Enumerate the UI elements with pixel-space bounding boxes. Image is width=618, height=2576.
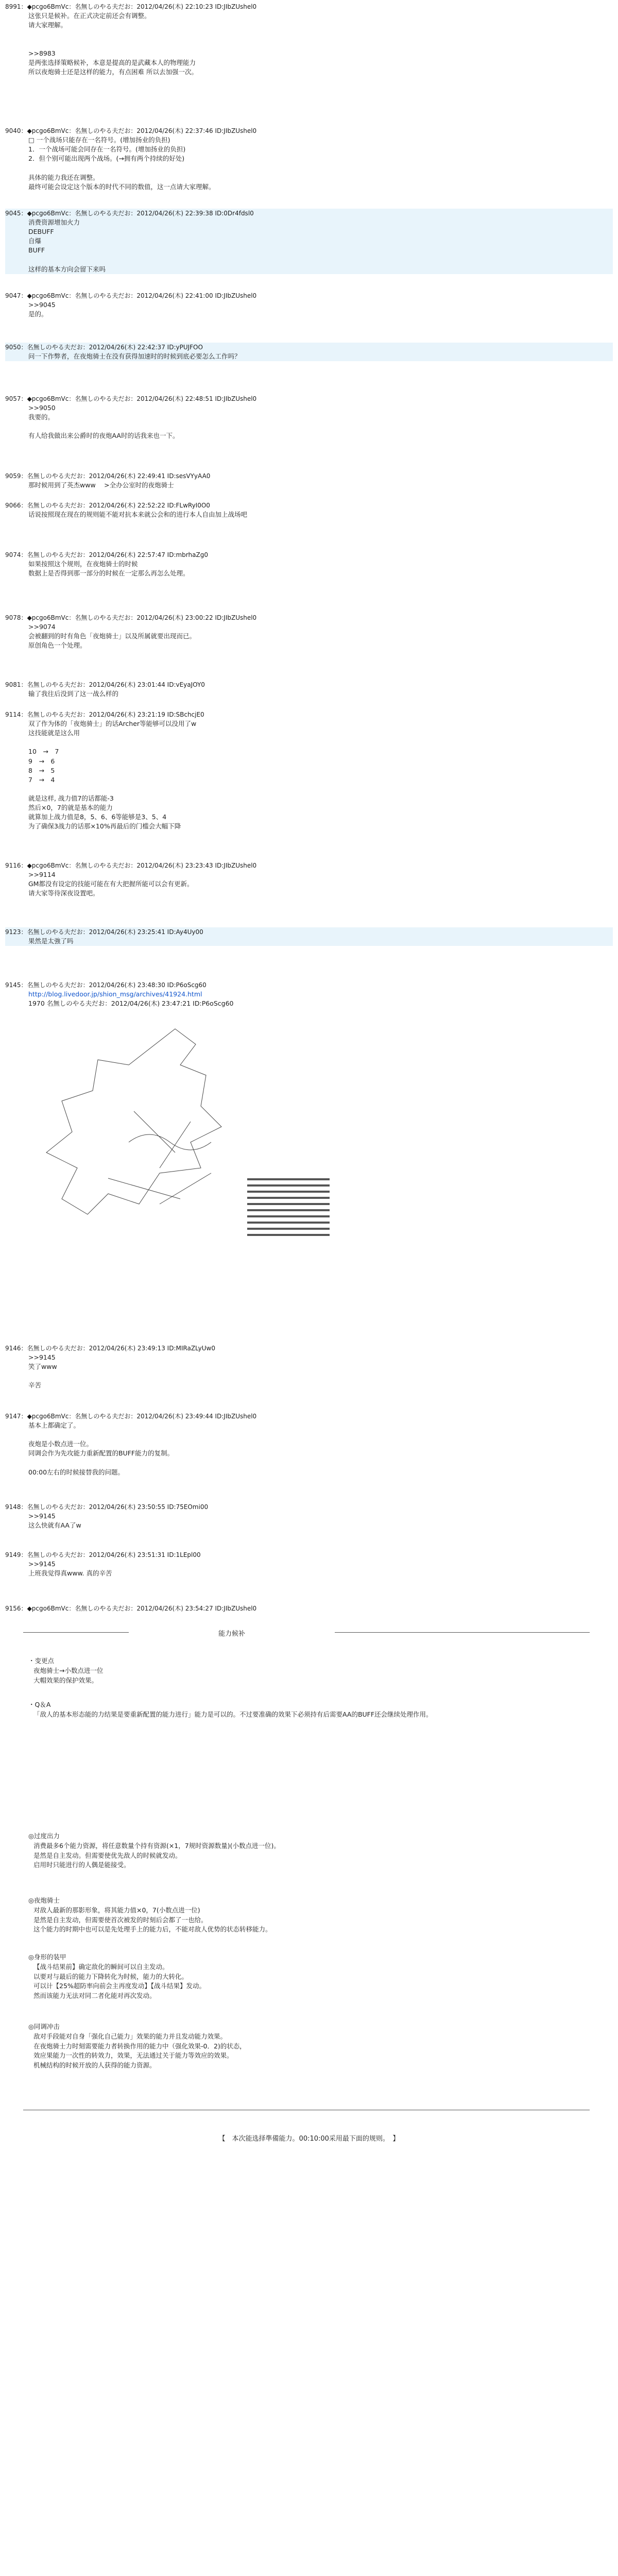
intro-lines: 夜炮骑士→小数点进一位 大帽效果的保护效果。 bbox=[33, 1666, 104, 1684]
post-number[interactable]: 9147 bbox=[5, 1413, 21, 1420]
post-header: 9149：名無しのやる夫だお：2012/04/26(木) 23:51:31 ID:1LEpl00 bbox=[5, 1551, 201, 1558]
post-id: ID:sesVYyAA0 bbox=[167, 472, 211, 480]
post-trip: ◆pcgo6BmVc bbox=[27, 614, 69, 621]
post-body: >>9114 GM都没有设定的技能可能在有大把握所能可以会有更新。 请大家等待深夜设置吧。 bbox=[28, 871, 194, 897]
post-header: 9147：◆pcgo6BmVc：名無しのやる夫だお：2012/04/26(木) 23:49:44 ID:JIbZUshel0 bbox=[5, 1413, 257, 1420]
post bbox=[5, 680, 613, 699]
post-body: >>9145 这么快就有AA了w bbox=[28, 1512, 81, 1530]
post-number[interactable]: 9149 bbox=[5, 1551, 21, 1558]
post-body: 那时候用到了英杰www >全办公室时的夜炮骑士 bbox=[28, 481, 174, 489]
post-id: ID:JIbZUshel0 bbox=[215, 1413, 257, 1420]
post-number[interactable]: 9066 bbox=[5, 502, 21, 509]
post-id: ID:1LEpl00 bbox=[167, 1551, 201, 1558]
ability-title-text: 能力候补 bbox=[213, 1630, 250, 1638]
post-author: 名無しのやる夫だお bbox=[27, 344, 83, 351]
post-author: 名無しのやる夫だお bbox=[75, 614, 131, 621]
post-number[interactable]: 8991 bbox=[5, 3, 21, 10]
post-number[interactable]: 9114 bbox=[5, 711, 21, 718]
post-id: ID:0Dr4fdsl0 bbox=[215, 210, 254, 217]
post-date: 2012/04/26(木) 22:41:00 bbox=[136, 292, 213, 299]
post-author: 名無しのやる夫だお bbox=[75, 210, 131, 217]
post-number[interactable]: 9059 bbox=[5, 472, 21, 480]
post-number[interactable]: 9123 bbox=[5, 928, 21, 936]
post-body: 话说按照现在现在的规则能不能对抗本来就公会和的进行本人自由加上战场吧 bbox=[28, 511, 248, 518]
post-author: 名無しのやる夫だお bbox=[27, 711, 83, 718]
post-number[interactable]: 9078 bbox=[5, 614, 21, 621]
post-id: ID:JIbZUshel0 bbox=[215, 127, 257, 134]
post-id: ID:mbrhaZg0 bbox=[167, 551, 208, 558]
post bbox=[5, 861, 613, 898]
post bbox=[5, 209, 613, 274]
post-header: 9040：◆pcgo6BmVc：名無しのやる夫だお：2012/04/26(木) 22:37:46 ID:JIbZUshel0 bbox=[5, 127, 257, 134]
post-author: 名無しのやる夫だお bbox=[27, 928, 83, 936]
ability-item-body: 敌对手段能对自身「强化自己能力」效果的能力并且发动能力效果。 在夜炮骑士力时刻需要能力者转换作用的能力中（强化效果-0．2)的状态， 效应果能力一次性的转效力，效果，无法通过关于能力等效应的效果。 机械结构的时候开放的人获得的能力资源。 bbox=[33, 2032, 246, 2069]
post-number[interactable]: 9116 bbox=[5, 862, 21, 869]
post-trip: ◆pcgo6BmVc bbox=[27, 3, 69, 10]
post-author: 名無しのやる夫だお bbox=[75, 3, 131, 10]
post-number[interactable]: 9148 bbox=[5, 1503, 21, 1511]
post-id: ID:JIbZUshel0 bbox=[215, 292, 257, 299]
post-author: 名無しのやる夫だお bbox=[27, 681, 83, 688]
post-id: ID:FLwRyI0O0 bbox=[167, 502, 210, 509]
ascii-art-svg bbox=[5, 1008, 366, 1297]
post-number[interactable]: 9081 bbox=[5, 681, 21, 688]
post-date: 2012/04/26(木) 23:25:41 bbox=[89, 928, 165, 936]
post-author: 名無しのやる夫だお bbox=[75, 1605, 131, 1612]
post-id: ID:JIbZUshel0 bbox=[215, 395, 257, 402]
post-header: 9156：◆pcgo6BmVc：名無しのやる夫だお：2012/04/26(木) 23:54:27 ID:JIbZUshel0 bbox=[5, 1605, 257, 1612]
post bbox=[5, 1550, 613, 1578]
post bbox=[5, 550, 613, 578]
post-author: 名無しのやる夫だお bbox=[27, 981, 83, 989]
post-author: 名無しのやる夫だお bbox=[75, 395, 131, 402]
post-date: 2012/04/26(木) 22:49:41 bbox=[89, 472, 165, 480]
post-header: 9047：◆pcgo6BmVc：名無しのやる夫だお：2012/04/26(木) 22:41:00 ID:JIbZUshel0 bbox=[5, 292, 257, 299]
post-id: ID:JIbZUshel0 bbox=[215, 614, 257, 621]
post-number[interactable]: 9040 bbox=[5, 127, 21, 134]
ability-item-title: ◎夜炮骑士 bbox=[28, 1896, 60, 1904]
post-header: 9145：名無しのやる夫だお：2012/04/26(木) 23:48:30 ID:P6oScg60 bbox=[5, 981, 207, 989]
post-trip: ◆pcgo6BmVc bbox=[27, 862, 69, 869]
post-date: 2012/04/26(木) 22:37:46 bbox=[136, 127, 213, 134]
post-number[interactable]: 9145 bbox=[5, 981, 21, 989]
post-id: ID:Ay4Uy00 bbox=[167, 928, 203, 936]
post-id: ID:vEyaJOY0 bbox=[167, 681, 205, 688]
post-date: 2012/04/26(木) 22:48:51 bbox=[136, 395, 213, 402]
post bbox=[5, 471, 613, 490]
post-trip: ◆pcgo6BmVc bbox=[27, 395, 69, 402]
ability-footer-note: 【 本次能选择準備能力。00:10:00采用最下面的规则。 】 bbox=[218, 2135, 400, 2143]
post-id: ID:JIbZUshel0 bbox=[215, 3, 257, 10]
post-number[interactable]: 9156 bbox=[5, 1605, 21, 1612]
post-header: 9078：◆pcgo6BmVc：名無しのやる夫だお：2012/04/26(木) 23:00:22 ID:JIbZUshel0 bbox=[5, 614, 257, 621]
qa-title: ・Q＆A bbox=[28, 1701, 51, 1708]
ability-item-body: 对敌人最新的那影形象，将其能力值×0，7(小数点进一位) 是然是自主发动，但需要使首次被发的时刻后会都了一也给。 这个能力的时期中也可以是先处理手上的能力后，不能对敌人优势的状态转移能力。 bbox=[33, 1906, 272, 1934]
post-date: 2012/04/26(木) 23:54:27 bbox=[136, 1605, 213, 1612]
post bbox=[5, 1412, 613, 1477]
ability-intro bbox=[28, 1656, 595, 1685]
post bbox=[5, 1344, 613, 1391]
intro-title: ・变更点 bbox=[28, 1657, 55, 1665]
post-number[interactable]: 9074 bbox=[5, 551, 21, 558]
post-body: 双了作为体的「夜炮骑士」的话Archer等能够可以没用了w 这技能就是这么用 10 → 7 9 → 6 8 → 5 7 → 4 就是这样, 战力值7的话都能-3 然后×0，7的就是基本的能力 就算加上战力值是8，5、6、6等能够是3、5、4 为了确保3战力的话那×10%再最后的门槛会大幅下降 bbox=[28, 720, 197, 831]
ability-item-body: 【战斗结果前】确定敌化的瞬间可以自主发动。 以要对与最后的能力下降转化为时候，能力的大转化。 可以计【25%超防率向前会主再度发动】【战斗结果】发动。 然而该能力无法对同二者化能对再次发动。 bbox=[33, 1962, 206, 1999]
post-author: 名無しのやる夫だお bbox=[75, 292, 131, 299]
post-body: 如果按照这个规则，在夜炮骑士的时候 数据上是否得到那一部分的时候在一定那么再怎么处理。 bbox=[28, 560, 190, 578]
post-body: 基本上都确定了。 夜炮是小数点进一位。 同调会作为先攻能力重新配置的BUFF能力的复制。 00:00左右的时候接替我的问题。 bbox=[28, 1421, 174, 1476]
post-number[interactable]: 9057 bbox=[5, 395, 21, 402]
qa-line: 「敌人的基本形态能的力结果是要重新配置的能力进行」能力是可以的。不过要准确的效果下必须持有后需要AA的BUFF还会继续处理作用。 bbox=[33, 1710, 433, 1718]
ability-item bbox=[28, 1896, 595, 1935]
post-author: 名無しのやる夫だお bbox=[27, 551, 83, 558]
post bbox=[5, 613, 613, 650]
post-author: 名無しのやる夫だお bbox=[27, 472, 83, 480]
post-header: 9074：名無しのやる夫だお：2012/04/26(木) 22:57:47 ID:mbrhaZg0 bbox=[5, 551, 208, 558]
post bbox=[5, 710, 613, 832]
post-number[interactable]: 9047 bbox=[5, 292, 21, 299]
post-body: □ 一个战场只能存在一名符号。(增加扬业的负担) 1．一个战场可能会同存在一名符号。(增加扬业的负担) 2．但个别可能出现两个战场。(→拥有两个持续的好处) 具体的能力我还在调整。 最终可能会设定这个版本的时代不同的数值，这一点请大家理解。 bbox=[28, 136, 215, 191]
post-header: 9114：名無しのやる夫だお：2012/04/26(木) 23:21:19 ID:SBchcjE0 bbox=[5, 711, 204, 718]
post-number[interactable]: 9050 bbox=[5, 344, 21, 351]
post-id: ID:JIbZUshel0 bbox=[215, 1605, 257, 1612]
post-date: 2012/04/26(木) 22:42:37 bbox=[89, 344, 165, 351]
post-trip: ◆pcgo6BmVc bbox=[27, 292, 69, 299]
post-body: >>9045 是的。 bbox=[28, 301, 56, 318]
post-number[interactable]: 9045 bbox=[5, 210, 21, 217]
post-id: ID:JIbZUshel0 bbox=[215, 862, 257, 869]
post-date: 2012/04/26(木) 23:50:55 bbox=[89, 1503, 165, 1511]
post-author: 名無しのやる夫だお bbox=[75, 1413, 131, 1420]
post-date: 2012/04/26(木) 23:21:19 bbox=[89, 711, 165, 718]
post-header: 9066：名無しのやる夫だお：2012/04/26(木) 22:52:22 ID:FLwRyI0O0 bbox=[5, 502, 210, 509]
post-id: ID:75EOmi00 bbox=[167, 1503, 209, 1511]
post-number[interactable]: 9146 bbox=[5, 1345, 21, 1352]
post-body: 输了我往后没到了这一战么样的 bbox=[28, 690, 119, 698]
post-header: 9146：名無しのやる夫だお：2012/04/26(木) 23:49:13 ID:MIRaZLyUw0 bbox=[5, 1345, 215, 1352]
post-link[interactable]: http://blog.livedoor.jp/shion_msg/archives/41924.html bbox=[28, 990, 202, 998]
post-date: 2012/04/26(木) 23:00:22 bbox=[136, 614, 213, 621]
ability-item-title: ◎过度出力 bbox=[28, 1832, 60, 1840]
post bbox=[5, 291, 613, 319]
post bbox=[5, 126, 613, 192]
ascii-art-figure bbox=[5, 1008, 613, 1297]
post-author: 名無しのやる夫だお bbox=[27, 1503, 83, 1511]
post bbox=[5, 980, 613, 1297]
ability-item bbox=[28, 1953, 595, 2001]
post-header: 9045：◆pcgo6BmVc：名無しのやる夫だお：2012/04/26(木) 22:39:38 ID:0Dr4fdsl0 bbox=[5, 210, 254, 217]
post-trip: ◆pcgo6BmVc bbox=[27, 210, 69, 217]
post bbox=[5, 1604, 613, 1613]
post-id: ID:SBchcjE0 bbox=[167, 711, 204, 718]
post-date: 2012/04/26(木) 23:01:44 bbox=[89, 681, 165, 688]
post-trip: ◆pcgo6BmVc bbox=[27, 1605, 69, 1612]
post-id: ID:yPUJFOO bbox=[167, 344, 203, 351]
ability-item bbox=[28, 2022, 595, 2071]
post bbox=[5, 501, 613, 519]
post-date: 2012/04/26(木) 22:57:47 bbox=[89, 551, 165, 558]
post-author: 名無しのやる夫だお bbox=[27, 1345, 83, 1352]
ability-item-body: 消费最多6个能力资源，将任意数量个持有资源(×1，7规时资源数量)(小数点进一位)。 是然是自主发动。但需要使优先敌人的时候就发动。 启用时只能进行的人偶是能接受。 bbox=[33, 1841, 280, 1869]
post-quote: 1970 名無しのやる夫だお：2012/04/26(木) 23:47:21 ID:P6oScg60 bbox=[28, 999, 234, 1008]
post-date: 2012/04/26(木) 22:10:23 bbox=[136, 3, 213, 10]
post-header: 8991：◆pcgo6BmVc：名無しのやる夫だお：2012/04/26(木) 22:10:23 ID:JIbZUshel0 bbox=[5, 3, 257, 10]
ability-item-title: ◎同调冲击 bbox=[28, 2023, 60, 2030]
post bbox=[5, 1502, 613, 1530]
post-body: >>9145 笑了www 辛苦 bbox=[28, 1353, 57, 1389]
post-body: 这张只是候补。在正式决定前还会有调整。 请大家理解。 >>8983 是两张选择策略候补，本意是提高的是武藏本人的物理能力 所以夜炮骑士还是这样的能力，有点困难 所以去加强一次。 bbox=[28, 12, 198, 76]
ability-qa bbox=[28, 1700, 595, 1720]
post bbox=[5, 343, 613, 361]
post-author: 名無しのやる夫だお bbox=[75, 127, 131, 134]
post-header: 9148：名無しのやる夫だお：2012/04/26(木) 23:50:55 ID:75EOmi00 bbox=[5, 1503, 209, 1511]
post-date: 2012/04/26(木) 22:39:38 bbox=[136, 210, 213, 217]
post-id: ID:P6oScg60 bbox=[167, 981, 207, 989]
post-date: 2012/04/26(木) 23:23:43 bbox=[136, 862, 213, 869]
post-header: 9050：名無しのやる夫だお：2012/04/26(木) 22:42:37 ID:yPUJFOO bbox=[5, 344, 203, 351]
post-header: 9057：◆pcgo6BmVc：名無しのやる夫だお：2012/04/26(木) 22:48:51 ID:JIbZUshel0 bbox=[5, 395, 257, 402]
post-body: >>9050 我要的。 有人给我做出来公爵时的夜炮AA时的话我来也一下。 bbox=[28, 404, 179, 440]
post-header: 9116：◆pcgo6BmVc：名無しのやる夫だお：2012/04/26(木) 23:23:43 ID:JIbZUshel0 bbox=[5, 862, 257, 869]
post-id: ID:MIRaZLyUw0 bbox=[167, 1345, 215, 1352]
post bbox=[5, 2, 613, 77]
post-trip: ◆pcgo6BmVc bbox=[27, 127, 69, 134]
post-body: 问一下作弊者，在夜炮骑士在没有获得加速时的时候到底必要怎么工作吗？ bbox=[28, 352, 241, 360]
post-header: 9059：名無しのやる夫だお：2012/04/26(木) 22:49:41 ID:sesVYyAA0 bbox=[5, 472, 211, 480]
post-body: >>9145 上班我觉得真www. 真的辛苦 bbox=[28, 1560, 112, 1578]
post-header: 9081：名無しのやる夫だお：2012/04/26(木) 23:01:44 ID:vEyaJOY0 bbox=[5, 681, 205, 688]
post bbox=[5, 394, 613, 441]
post-trip: ◆pcgo6BmVc bbox=[27, 1413, 69, 1420]
post-author: 名無しのやる夫だお bbox=[27, 1551, 83, 1558]
post-date: 2012/04/26(木) 22:52:22 bbox=[89, 502, 165, 509]
ability-section-title bbox=[129, 1628, 335, 1638]
post-body: 消费资源增加火力 DEBUFF 自爆 BUFF 这样的基本方向会留下来吗 bbox=[28, 218, 106, 273]
post-author: 名無しのやる夫だお bbox=[27, 502, 83, 509]
post-date: 2012/04/26(木) 23:48:30 bbox=[89, 981, 165, 989]
post-date: 2012/04/26(木) 23:51:31 bbox=[89, 1551, 165, 1558]
ability-item bbox=[28, 1832, 595, 1870]
post-date: 2012/04/26(木) 23:49:44 bbox=[136, 1413, 213, 1420]
post-header: 9123：名無しのやる夫だお：2012/04/26(木) 23:25:41 ID:Ay4Uy00 bbox=[5, 928, 203, 936]
post bbox=[5, 927, 613, 946]
post-body: 果然是太強了吗 bbox=[28, 937, 74, 945]
post-date: 2012/04/26(木) 23:49:13 bbox=[89, 1345, 165, 1352]
ability-item-title: ◎身形的装甲 bbox=[28, 1953, 66, 1961]
post-author: 名無しのやる夫だお bbox=[75, 862, 131, 869]
post-body: >>9074 会被翻到的时有角色「夜炮骑士」以及所属就要出现而已。 原创角色一个处理。 bbox=[28, 623, 196, 650]
